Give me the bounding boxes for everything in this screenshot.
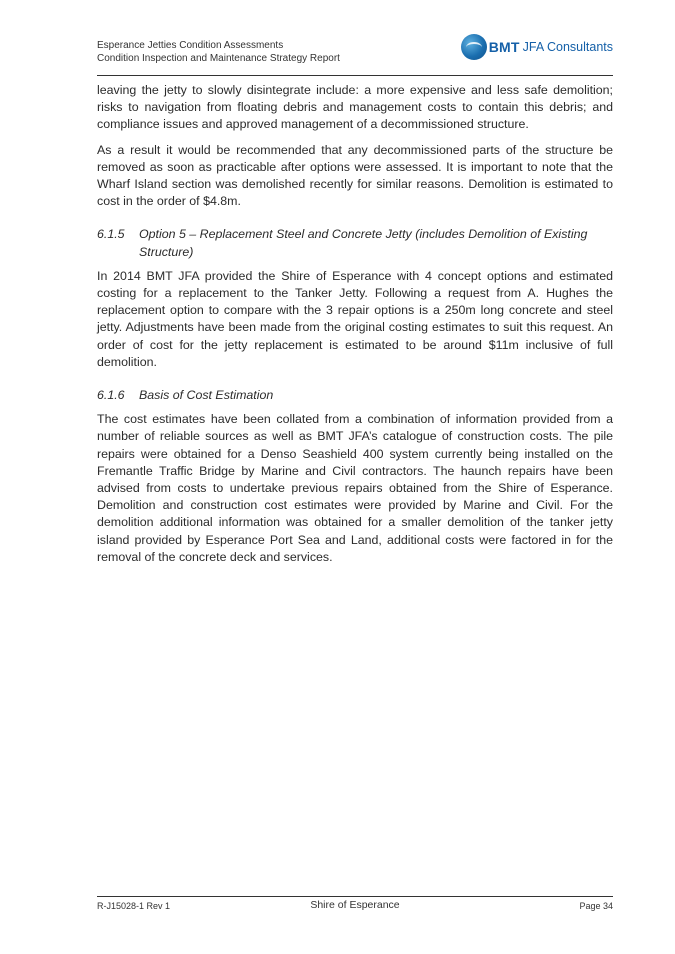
footer-client-name: Shire of Esperance	[310, 899, 400, 911]
header-text	[97, 40, 340, 65]
paragraph: In 2014 BMT JFA provided the Shire of Esperance with 4 concept options and estimated costing for a replacement to the Tanker Jetty. Following a request from A. Hughes the replacement option to compare with the 3 repair options is a 250m long concrete and steel jetty. Adjustments have been made from the original costing estimates to suit this request. An order of cost for the jetty replacement is estimated to be around $11m inclusive of full demolition.	[97, 268, 613, 369]
globe-icon	[461, 34, 487, 60]
section-number: 6.1.5	[97, 227, 125, 242]
paragraph: leaving the jetty to slowly disintegrate include: a more expensive and less safe demolition; risks to navigation from floating debris and management costs to contain this debris; and compliance issues and approved management of a decommissioned structure.	[97, 83, 613, 132]
section-heading-6-1-5	[97, 226, 613, 260]
header-title-line1: Esperance Jetties Condition Assessments	[97, 40, 284, 51]
paragraph: The cost estimates have been collated from a combination of information provided from a number of reliable sources as well as BMT JFA’s catalogue of construction costs. The pile repairs were obtained for a Denso Seashield 400 system currently being installed on the Fremantle Traffic Bridge by Marine and Civil contractors. The haunch repairs have been advised from costs to undertake previous repairs obtained from the Shire of Esperance. Demolition and construction cost estimates were provided by Marine and Civil. For the demolition additional information was obtained for a smaller demolition of the tanker jetty island provided by Esperance Port Sea and Land, additional costs were factored in for the removal of the concrete deck and services.	[97, 412, 613, 564]
page-header	[97, 40, 613, 78]
report-reference: R-J15028-1 Rev 1	[97, 901, 171, 911]
section-title: Option 5 – Replacement Steel and Concrete Jetty (includes Demolition of Existing Structure)	[139, 227, 588, 259]
page-number: Page 34	[579, 901, 613, 911]
paragraph: As a result it would be recommended that any decommissioned parts of the structure be removed as soon as practicable after options were assessed. It is important to note that the Wharf Island section was demolished recently for similar reasons. Demolition is estimated to cost in the order of $4.8m.	[97, 142, 613, 209]
company-logo	[461, 32, 613, 62]
header-title-line2: Condition Inspection and Maintenance Strategy Report	[97, 52, 340, 64]
logo-bmt-text: BMT	[488, 39, 520, 55]
footer-divider	[97, 896, 613, 897]
section-heading-6-1-6	[97, 387, 613, 404]
page-footer	[97, 899, 613, 913]
document-body	[97, 82, 613, 574]
header-divider	[97, 75, 613, 76]
logo-consultants-text: JFA Consultants	[522, 40, 613, 54]
section-number: 6.1.6	[97, 388, 125, 403]
section-title: Basis of Cost Estimation	[139, 388, 274, 403]
